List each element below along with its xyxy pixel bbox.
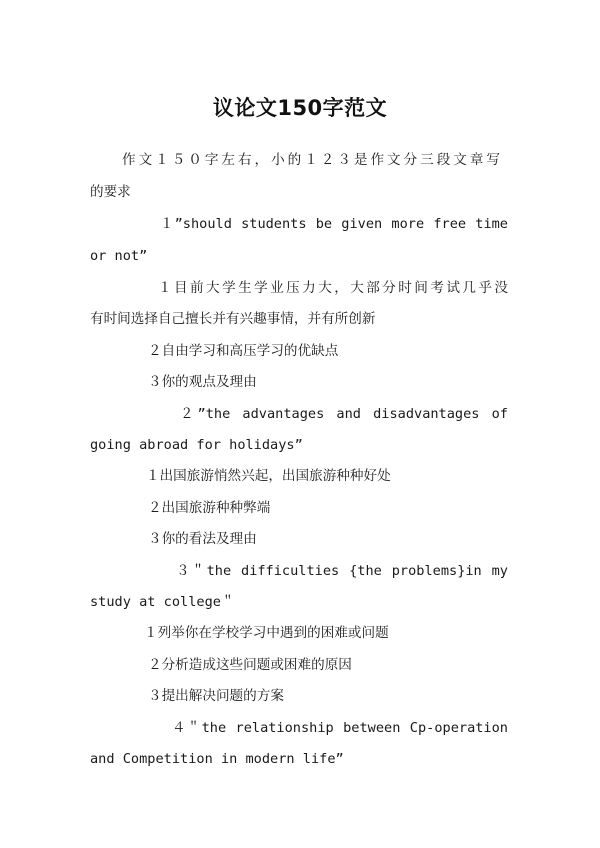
document-title: 议论文150字范文	[212, 96, 388, 120]
paragraph-line: １列举你在学校学习中遇到的困难或问题	[144, 625, 389, 641]
paragraph-line: ２出国旅游种种弊端	[148, 500, 271, 516]
paragraph-line: ２分析造成这些问题或困难的原因	[148, 657, 352, 673]
paragraph-line: １目前大学生学业压力大，大部分时间考试几乎没	[158, 280, 508, 296]
paragraph-line: 的要求	[90, 184, 131, 200]
paragraph-line: 有时间选择自己擅长并有兴趣事情，并有所创新	[90, 311, 376, 327]
paragraph-line: １”should students be given more free time	[160, 216, 508, 232]
paragraph-line: study at college＂	[90, 594, 235, 610]
paragraph-line: or not”	[90, 248, 148, 264]
paragraph-line: ２”the advantages and disadvantages of	[180, 406, 508, 422]
paragraph-line: going abroad for holidays”	[90, 437, 303, 453]
paragraph-line: ３你的看法及理由	[148, 531, 257, 547]
paragraph-line: ３提出解决问题的方案	[148, 688, 284, 704]
paragraph-line: 作文１５０字左右，小的１２３是作文分三段文章写	[122, 152, 500, 168]
paragraph-line: ２自由学习和高压学习的优缺点	[148, 343, 339, 359]
paragraph-line: ３＂the difficulties {the problems}in my	[176, 563, 508, 579]
paragraph-line: and Competition in modern life”	[90, 751, 344, 767]
paragraph-line: １出国旅游悄然兴起，出国旅游种种好处	[146, 468, 391, 484]
paragraph-line: ４＂the relationship between Cp-operation	[172, 720, 508, 736]
paragraph-line: ３你的观点及理由	[148, 374, 257, 390]
